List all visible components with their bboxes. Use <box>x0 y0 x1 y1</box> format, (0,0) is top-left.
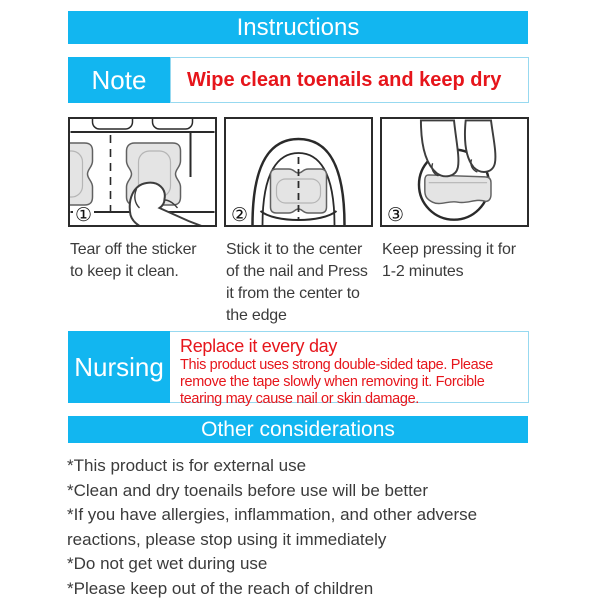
caption-line: Tear off the sticker <box>70 241 197 258</box>
nursing-body-line: tearing may cause nail or skin damage. <box>180 391 419 407</box>
caption-line: it from the center to <box>226 285 360 302</box>
step-1-caption <box>68 239 217 327</box>
precaution-line: *Do not get wet during use <box>67 554 268 573</box>
note-section <box>68 57 529 103</box>
step-3-caption <box>380 239 529 327</box>
step-captions <box>68 239 529 327</box>
instructions-header <box>68 11 528 44</box>
step-2-caption <box>224 239 373 327</box>
precautions-list <box>67 454 537 600</box>
caption-line: of the nail and Press <box>226 263 368 280</box>
caption-line: Stick it to the center <box>226 241 363 258</box>
page-title: Instructions <box>236 13 360 41</box>
step-3-box <box>380 117 529 227</box>
caption-line: 1-2 minutes <box>382 263 464 280</box>
step-3-number-icon: ③ <box>387 205 405 226</box>
precaution-line: *If you have allergies, inflammation, and other adverse <box>67 505 478 524</box>
step-1-number-icon: ① <box>75 205 93 226</box>
precaution-line: *This product is for external use <box>67 456 307 475</box>
step-illustrations <box>68 117 529 227</box>
caption-line: to keep it clean. <box>70 263 179 280</box>
nursing-label: Nursing <box>68 331 170 403</box>
precaution-line: *Please keep out of the reach of children <box>67 578 374 598</box>
step-1-box <box>68 117 217 227</box>
nursing-body-line: remove the tape slowly when removing it. Forcible <box>180 374 485 390</box>
nursing-section <box>68 331 529 407</box>
step-2-number-icon: ② <box>231 205 249 226</box>
precaution-line: *Clean and dry toenails before use will be better <box>67 480 428 500</box>
nursing-title: Replace it every day <box>180 336 338 356</box>
precaution-line: reactions, please stop using it immediately <box>67 529 387 549</box>
step-2-box <box>224 117 373 227</box>
other-considerations-title: Other considerations <box>201 417 395 441</box>
note-label: Note <box>68 57 170 103</box>
caption-line: the edge <box>226 307 287 324</box>
caption-line: Keep pressing it for <box>382 241 516 258</box>
nursing-body-line: This product uses strong double-sided tape. Please <box>180 357 493 373</box>
other-considerations-header <box>68 416 528 443</box>
note-text: Wipe clean toenails and keep dry <box>170 57 529 103</box>
nursing-text <box>170 332 528 407</box>
